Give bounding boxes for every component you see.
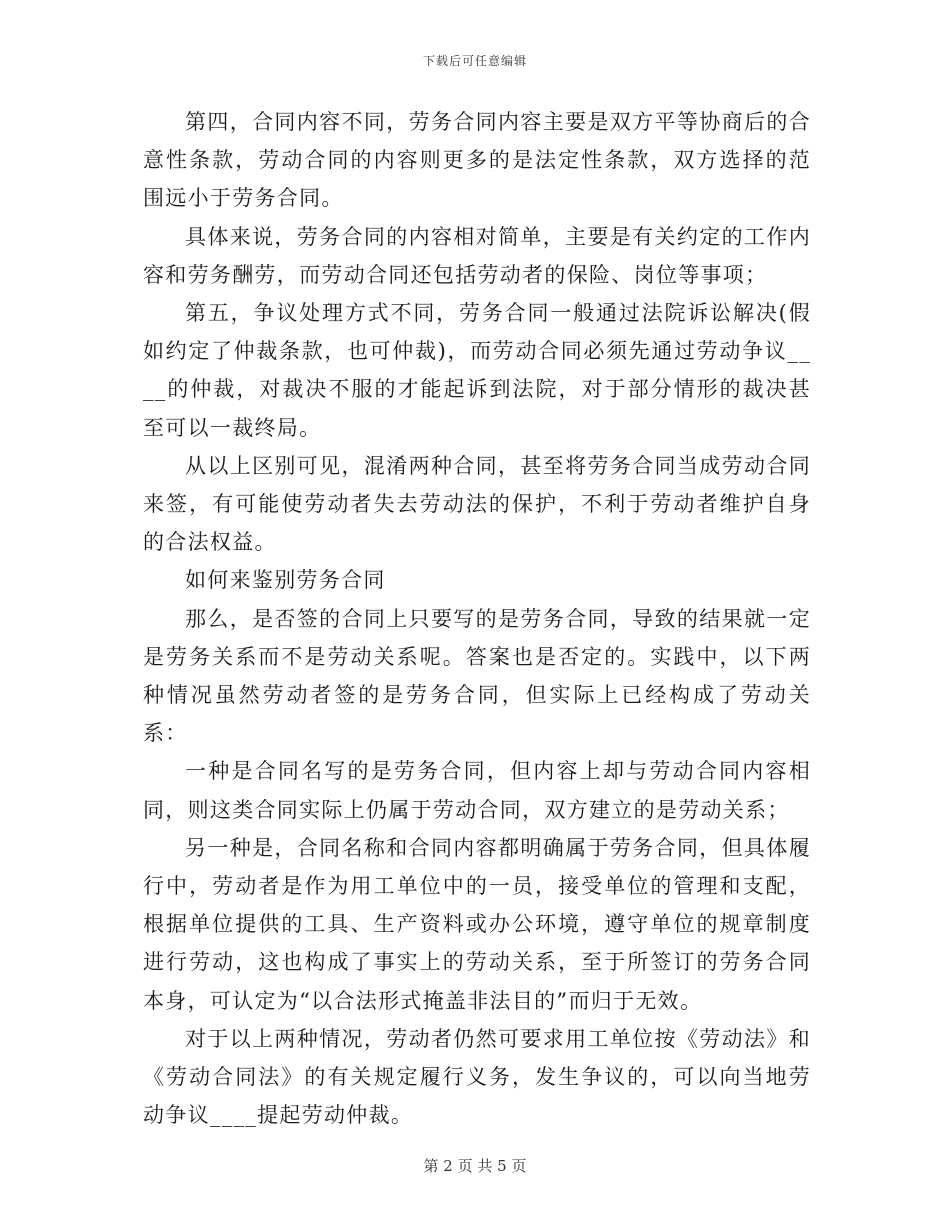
page-number-footer: 第 2 页 共 5 页 <box>423 1157 527 1175</box>
paragraph-specific-content: 具体来说，劳务合同的内容相对简单，主要是有关约定的工作内容和劳务酬劳，而劳动合同还包括劳动者的保险、岗位等事项； <box>143 224 811 287</box>
paragraph-dispute-handling: 第五，争议处理方式不同，劳务合同一般通过法院诉讼解决(假如约定了仲裁条款，也可仲裁)，而劳动合同必须先通过劳动争议____的仲裁，对裁决不服的才能起诉到法院，对于部分情形的裁决甚至可以一裁终局。 <box>143 301 811 440</box>
section-heading-identify-labor-contract: 如何来鉴别劳务合同 <box>185 568 386 593</box>
paragraph-case-one: 一种是合同名写的是劳务合同，但内容上却与劳动合同内容相同，则这类合同实际上仍属于劳动合同，双方建立的是劳动关系； <box>143 759 811 822</box>
paragraph-contract-content-difference: 第四，合同内容不同，劳务合同内容主要是双方平等协商后的合意性条款，劳动合同的内容则更多的是法定性条款，双方选择的范围远小于劳务合同。 <box>143 110 811 211</box>
document-body <box>143 103 811 1134</box>
page-header: 下载后可任意编辑 <box>422 54 527 68</box>
paragraph-confusion-consequence: 从以上区别可见，混淆两种合同，甚至将劳务合同当成劳动合同来签，有可能使劳动者失去劳动法的保护，不利于劳动者维护自身的合法权益。 <box>143 453 811 555</box>
paragraph-worker-rights: 对于以上两种情况，劳动者仍然可要求用工单位按《劳动法》和《劳动合同法》的有关规定履行义务，发生争议的，可以向当地劳动争议____提起劳动仲裁。 <box>143 1026 811 1128</box>
paragraph-case-two: 另一种是，合同名称和合同内容都明确属于劳务合同，但具体履行中，劳动者是作为用工单位中的一员，接受单位的管理和支配，根据单位提供的工具、生产资料或办公环境，遵守单位的规章制度进行劳动，这也构成了事实上的劳动关系，至于所签订的劳务合同本身，可认定为“以合法形式掩盖非法目的”而归于无效。 <box>143 835 811 1013</box>
paragraph-practice-question: 那么，是否签的合同上只要写的是劳务合同，导致的结果就一定是劳务关系而不是劳动关系呢。答案也是否定的。实践中，以下两种情况虽然劳动者签的是劳务合同，但实际上已经构成了劳动关系： <box>143 606 811 746</box>
